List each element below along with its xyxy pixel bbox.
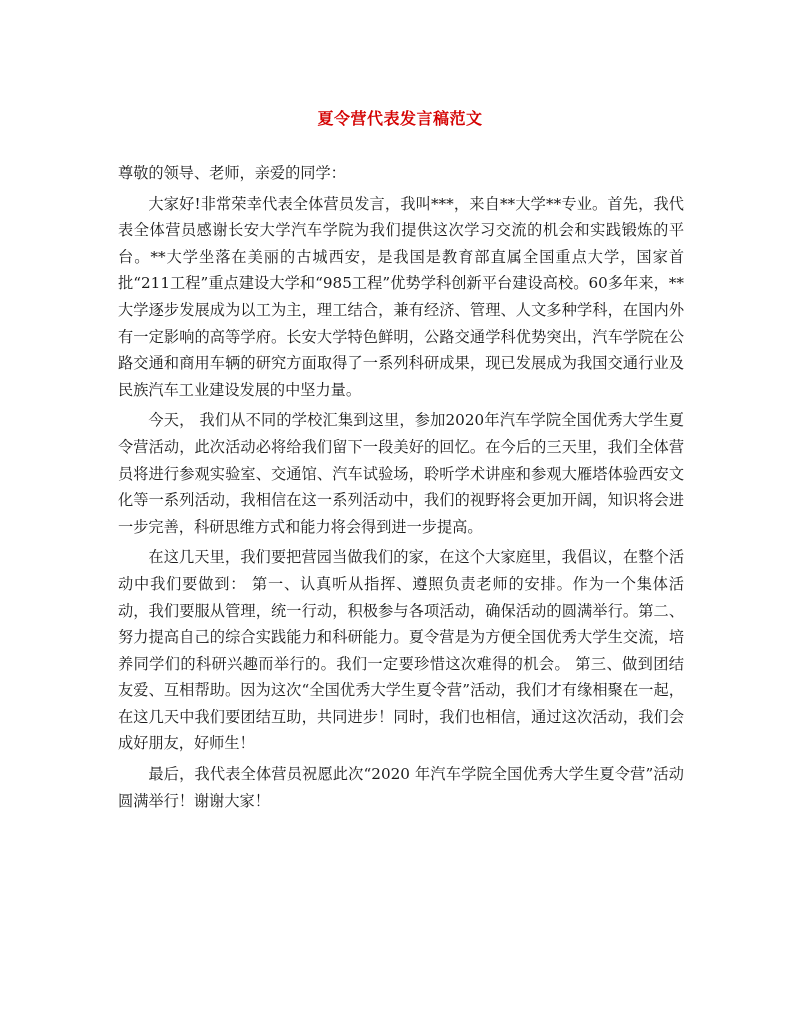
paragraph-proposals: 在这几天里，我们要把营园当做我们的家，在这个大家庭里，我倡议，在整个活动中我们要做到： 第一、认真听从指挥、遵照负责老师的安排。作为一个集体活动，我们要服从管理，统一行动，积极参与各项活动，确保活动的圆满举行。第二、努力提高自己的综合实践能力和科研能力。夏令营是为方便全国优秀大学生交流，培养同学们的科研兴趣而举行的。我们一定要珍惜这次难得的机会。 第三、做到团结友爱、互相帮助。因为这次“全国优秀大学生夏令营”活动，我们才有缘相聚在一起，在这几天中我们要团结互助，共同进步！同时，我们也相信，通过这次活动，我们会成好朋友，好师生！ bbox=[118, 548, 684, 753]
document-title: 夏令营代表发言稿范文 bbox=[317, 109, 483, 128]
salutation: 尊敬的领导、老师，亲爱的同学： bbox=[118, 164, 346, 182]
document-body bbox=[118, 160, 684, 818]
paragraph-closing: 最后，我代表全体营员祝愿此次“2020 年汽车学院全国优秀大学生夏令营”活动圆满举行！谢谢大家！ bbox=[118, 765, 684, 810]
paragraph-today: 今天， 我们从不同的学校汇集到这里，参加2020年汽车学院全国优秀大学生夏令营活动，此次活动必将给我们留下一段美好的回忆。在今后的三天里，我们全体营员将进行参观实验室、交通馆、汽车试验场，聆听学术讲座和参观大雁塔体验西安文化等一系列活动，我相信在这一系列活动中，我们的视野将会更加开阔，知识将会进一步完善，科研思维方式和能力将会得到进一步提高。 bbox=[118, 411, 684, 536]
paragraph-intro: 大家好!非常荣幸代表全体营员发言，我叫***，来自**大学**专业。首先，我代表全体营员感谢长安大学汽车学院为我们提供这次学习交流的机会和实践锻炼的平台。**大学坐落在美丽的古城西安，是我国是教育部直属全国重点大学，国家首批“211工程”重点建设大学和“985工程”优势学科创新平台建设高校。60多年来，**大学逐步发展成为以工为主，理工结合，兼有经济、管理、人文多种学科，在国内外有一定影响的高等学府。长安大学特色鲜明，公路交通学科优势突出，汽车学院在公路交通和商用车辆的研究方面取得了一系列科研成果，现已发展成为我国交通行业及民族汽车工业建设发展的中坚力量。 bbox=[118, 194, 684, 399]
